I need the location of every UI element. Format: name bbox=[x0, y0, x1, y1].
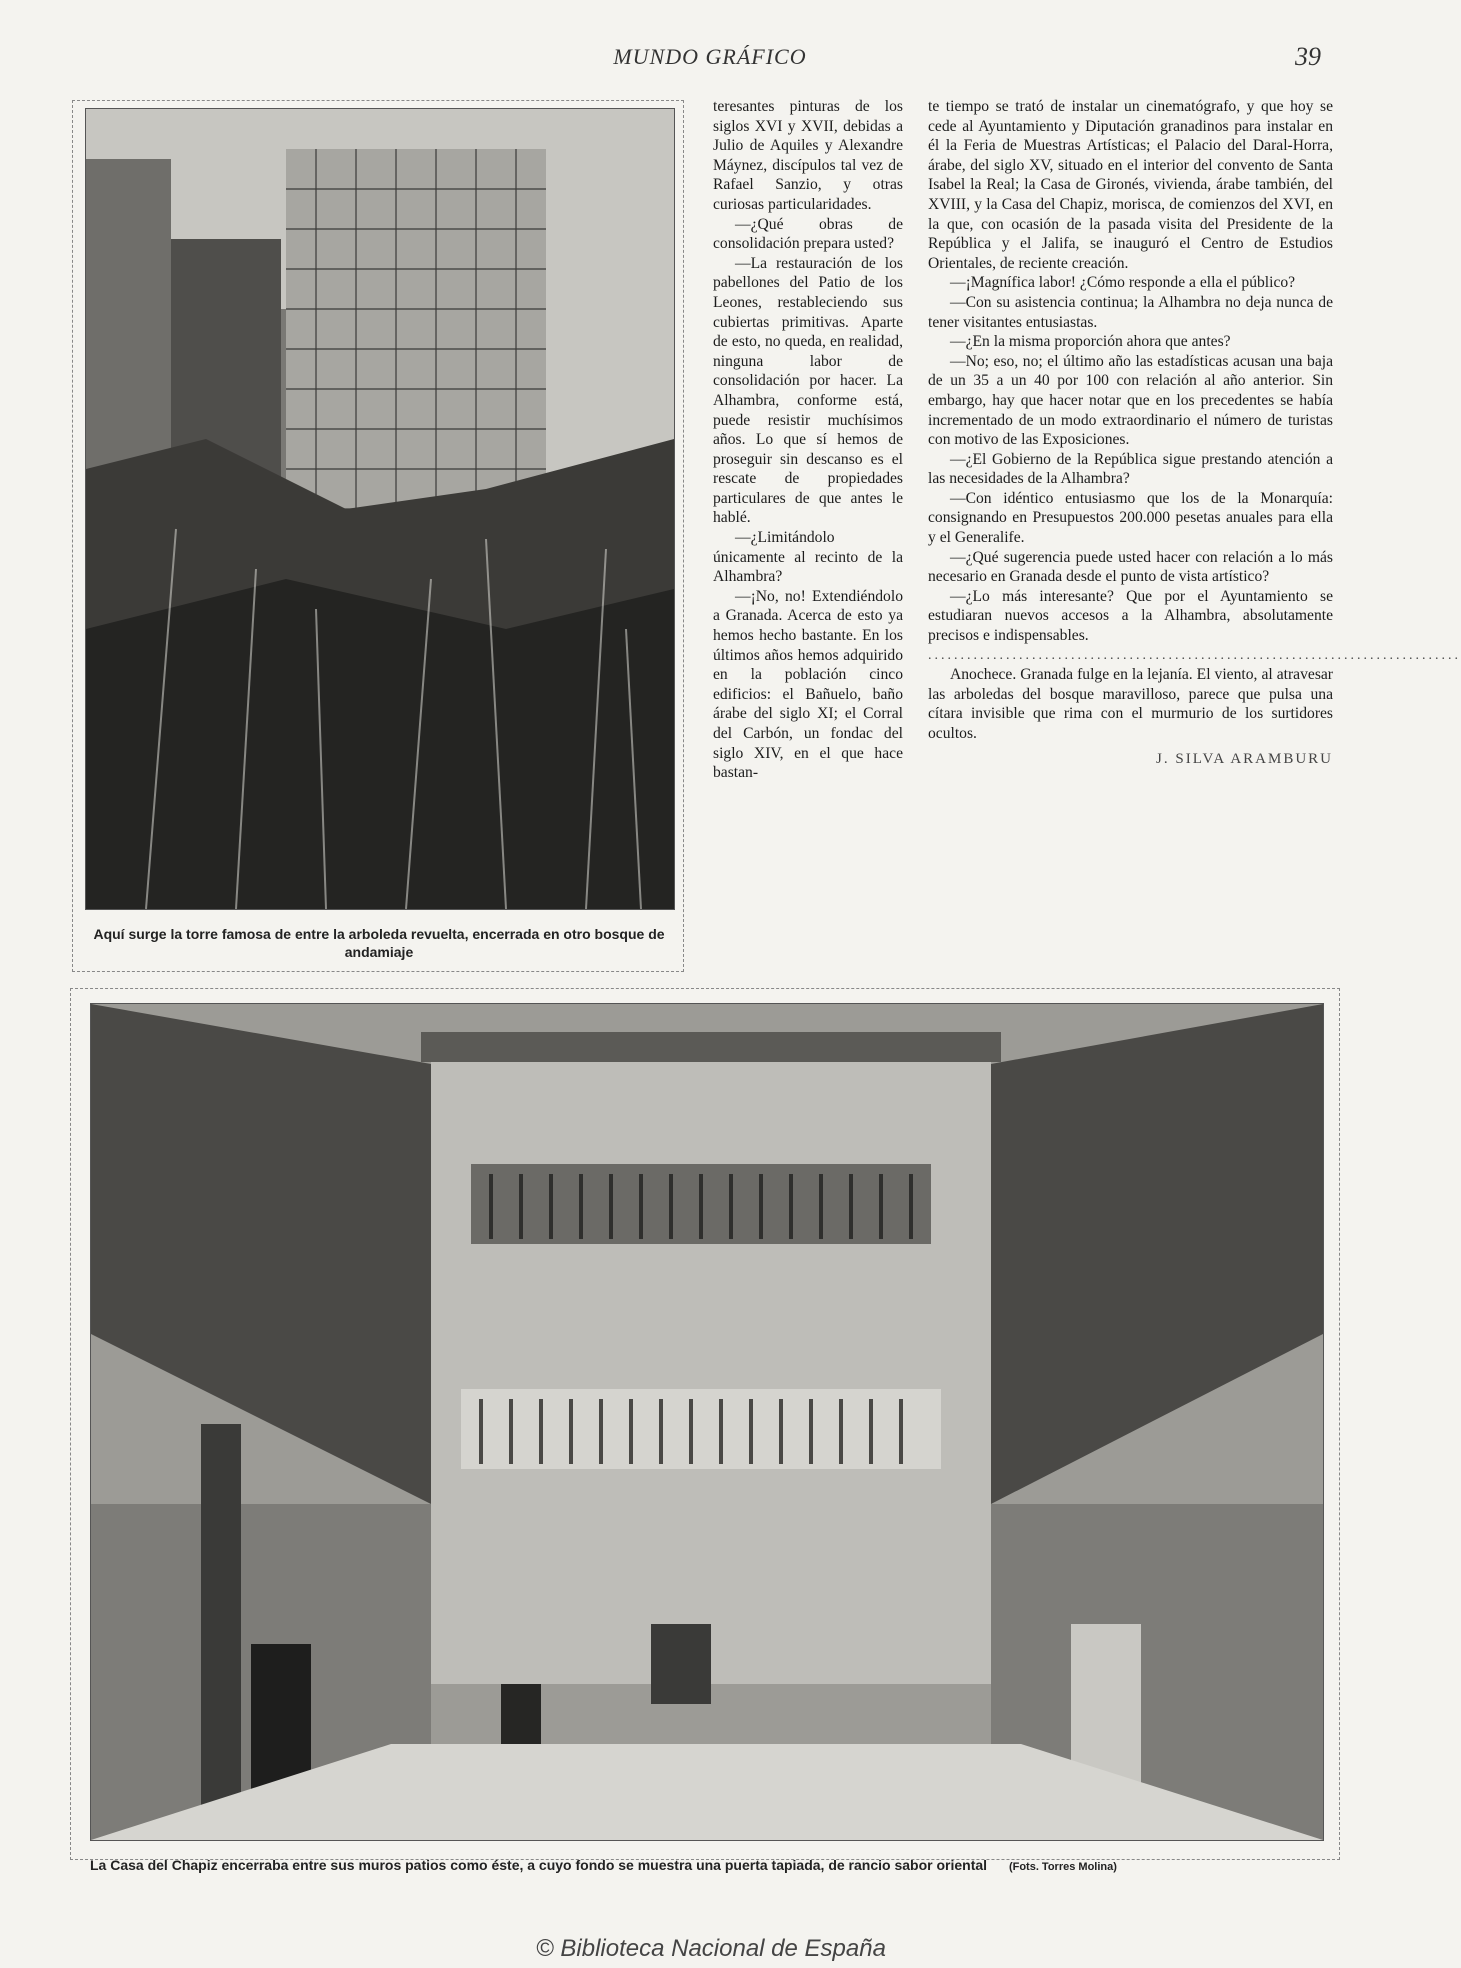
tower-photo bbox=[85, 108, 675, 910]
right-paragraph: —¿En la misma proporción ahora que antes? bbox=[950, 333, 1231, 351]
right-paragraph: —¡Magnífica labor! ¿Cómo responde a ella el público? bbox=[950, 274, 1296, 292]
courtyard-illustration bbox=[91, 1004, 1323, 1840]
bottom-photo-caption bbox=[90, 1856, 1322, 1876]
right-paragraph: te tiempo se trató de instalar un cinematógrafo, y que hoy se cede al Ayuntamiento y Diputación granadinos para instalar en él la Feria de Muestras Artísticas; el Palacio del Daral-Horra, árabe, del siglo XV, situado en el interior del convento de Santa Isabel la Real; la Casa de Gironés, vivienda, árabe también, del XVIII, y la Casa del Chapiz, morisca, de comienzos del XVI, en la que, con ocasión de la pasada visita del Presidente de la República y el Jalifa, se inauguró el Centro de Estudios Orientales, de reciente creación. bbox=[928, 98, 1333, 272]
author-signature: J. SILVA ARAMBURU bbox=[1156, 750, 1333, 767]
middle-paragraph: —¿Qué obras de consolidación prepara usted? bbox=[713, 215, 903, 253]
copyright-footer: © Biblioteca Nacional de España bbox=[536, 1935, 886, 1962]
middle-column bbox=[713, 97, 903, 783]
bottom-caption-text: La Casa del Chapiz encerraba entre sus muros patios como éste, a cuyo fondo se muestra una puerta tapiada, de rancio sabor oriental bbox=[90, 1857, 988, 1873]
right-paragraph: —Con idéntico entusiasmo que los de la Monarquía: consignando en Presupuestos 200.000 pesetas anuales para ella y el Generalife. bbox=[928, 489, 1333, 547]
middle-paragraph: —¿Limitándolo únicamente al recinto de la Alhambra? bbox=[713, 529, 903, 586]
right-paragraph: —¿Lo más interesante? Que por el Ayuntamiento se estudiaran nuevos accesos a la Alhambra, absolutamente precisos e indispensables. bbox=[928, 587, 1333, 645]
tower-illustration bbox=[86, 109, 674, 909]
right-paragraph: —No; eso, no; el último año las estadísticas acusan una baja de un 35 a un 40 por 100 con relación al año anterior. Sin embargo, hay que hacer notar que en los precedentes se había incrementado de un modo extraordinario el número de turistas con motivo de las Exposiciones. bbox=[928, 352, 1333, 449]
magazine-title: MUNDO GRÁFICO bbox=[613, 44, 807, 69]
photo-credit: (Fots. Torres Molina) bbox=[1008, 1861, 1117, 1873]
middle-paragraph: —La restauración de los pabellones del Patio de los Leones, restableciendo sus cubiertas primitivas. Aparte de esto, no queda, en realidad, ninguna labor de consolidación por hacer. La Alhambra, conforme está, puede resistir muchísimos años. Lo que sí hemos de proseguir sin descanso es el rescate de propiedades particulares de que antes le hablé. bbox=[713, 254, 903, 527]
right-paragraph: —¿El Gobierno de la República sigue prestando atención a las necesidades de la Alhambra? bbox=[928, 450, 1333, 488]
middle-paragraph: teresantes pinturas de los siglos XVI y XVII, debidas a Julio de Aquiles y Alexandre Máynez, discípulos tal vez de Rafael Sanzio, y otras curiosas particularidades. bbox=[713, 98, 903, 213]
courtyard-photo bbox=[90, 1003, 1324, 1841]
right-paragraph: —Con su asistencia continua; la Alhambra no deja nunca de tener visitantes entusiastas. bbox=[928, 293, 1333, 331]
middle-paragraph: —¡No, no! Extendiéndolo a Granada. Acerca de esto ya hemos hecho bastante. En los últimos años hemos adquirido en la población cinco edificios: el Bañuelo, baño árabe del siglo XI; el Corral del Carbón, un fondac del siglo XIV, en el que hace bastan- bbox=[713, 587, 903, 782]
right-paragraph: —¿Qué sugerencia puede usted hacer con relación a lo más necesario en Granada desde el punto de vista artístico? bbox=[928, 548, 1333, 586]
right-paragraph: Anochece. Granada fulge en la lejanía. El viento, al atravesar las arboledas del bosque maravilloso, parece que pulsa una cítara invisible que rima con el murmurio de los surtidores ocultos. bbox=[928, 666, 1333, 742]
top-photo-caption: Aquí surge la torre famosa de entre la arboleda revuelta, encerrada en otro bosque de andamiaje bbox=[93, 926, 665, 960]
page-number: 39 bbox=[1295, 42, 1321, 71]
right-column bbox=[928, 97, 1461, 769]
section-separator: .................................................................................. bbox=[928, 647, 1461, 663]
